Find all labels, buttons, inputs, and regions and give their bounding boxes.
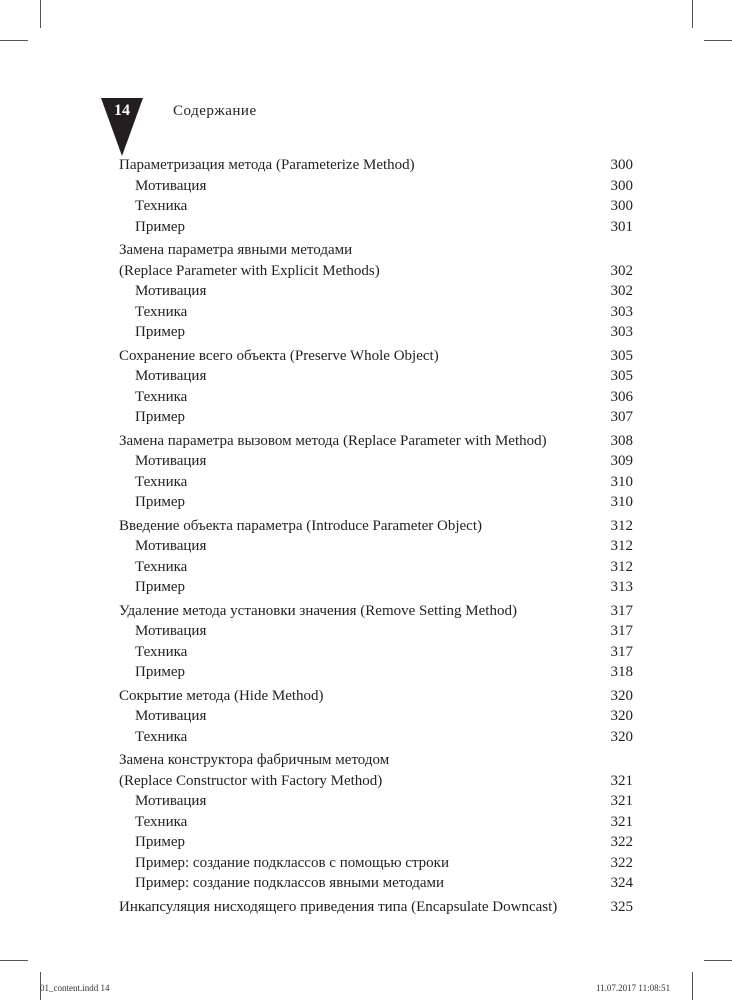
toc-line <box>119 536 633 557</box>
toc-line <box>119 853 633 874</box>
toc-line <box>119 727 633 748</box>
toc-line <box>119 261 633 282</box>
toc-title: Инкапсуляция нисходящего приведения типа (Encapsulate Downcast) <box>119 898 558 915</box>
toc-title: Пример <box>135 579 186 595</box>
toc-title: Пример <box>135 834 186 850</box>
toc-line <box>119 516 633 537</box>
toc-title: (Replace Parameter with Explicit Methods) <box>119 262 380 279</box>
toc-page-number: 321 <box>610 772 633 789</box>
toc-subsection <box>119 322 633 343</box>
toc-line <box>119 621 633 642</box>
toc-page-number: 310 <box>610 494 633 510</box>
page-number: 14 <box>114 102 130 119</box>
crop-mark <box>40 0 41 28</box>
toc-page-number: 306 <box>610 388 633 405</box>
toc-page-number: 305 <box>610 347 633 364</box>
toc-subsection <box>119 217 633 238</box>
toc-title: Пример <box>135 324 186 340</box>
toc-section <box>119 516 633 537</box>
toc-title: Пример: создание подклассов с помощью строки <box>135 854 449 871</box>
toc-subsection <box>119 642 633 663</box>
file-slug: 01_content.indd 14 <box>40 983 110 993</box>
toc-page-number: 320 <box>610 728 633 745</box>
toc-subsection <box>119 557 633 578</box>
toc-line <box>119 897 633 918</box>
running-title: Содержание <box>173 103 257 119</box>
toc-subsection <box>119 873 633 894</box>
toc-title: Сокрытие метода (Hide Method) <box>119 687 324 704</box>
toc-subsection <box>119 621 633 642</box>
toc-subsection <box>119 791 633 812</box>
toc-page-number: 312 <box>610 558 633 575</box>
toc-page-number: 308 <box>610 432 633 449</box>
toc-page-number: 322 <box>610 854 633 871</box>
toc-subsection <box>119 451 633 472</box>
toc-line <box>119 492 633 513</box>
toc-subsection <box>119 853 633 874</box>
toc-section <box>119 240 633 281</box>
toc-title: Пример <box>135 494 186 510</box>
toc-title: Параметризация метода (Parameterize Method) <box>119 157 415 173</box>
toc-line <box>119 750 633 771</box>
toc-title: Сохранение всего объекта (Preserve Whole Object) <box>119 347 439 364</box>
toc-title: Замена конструктора фабричным методом <box>119 752 390 768</box>
toc-page-number: 313 <box>610 579 633 595</box>
toc-title: Техника <box>135 813 188 830</box>
toc-section <box>119 686 633 707</box>
toc-subsection <box>119 662 633 683</box>
crop-mark <box>704 960 732 961</box>
toc-line <box>119 407 633 428</box>
crop-mark <box>0 40 28 41</box>
toc-title: Удаление метода установки значения (Remove Setting Method) <box>119 602 517 619</box>
toc-title: Пример <box>135 218 186 235</box>
toc-line <box>119 642 633 663</box>
toc-title: Техника <box>135 643 188 660</box>
toc-title: Мотивация <box>135 453 207 469</box>
toc-title: Техника <box>135 303 188 320</box>
toc-page-number: 302 <box>610 262 633 279</box>
toc-title: Замена параметра вызовом метода (Replace Parameter with Method) <box>119 432 547 449</box>
toc-subsection <box>119 706 633 727</box>
crop-mark <box>0 960 28 961</box>
toc-subsection <box>119 366 633 387</box>
toc-title: Техника <box>135 198 188 214</box>
toc-page-number: 312 <box>610 538 633 554</box>
toc-title: Мотивация <box>135 283 207 299</box>
toc-page-number: 309 <box>610 453 633 469</box>
toc-page-number: 317 <box>610 643 633 660</box>
toc-subsection <box>119 492 633 513</box>
table-of-contents <box>119 155 633 917</box>
toc-line <box>119 832 633 853</box>
toc-title: Замена параметра явными методами <box>119 242 353 258</box>
toc-page-number: 321 <box>610 793 633 809</box>
toc-line <box>119 791 633 812</box>
toc-page-number: 320 <box>610 687 633 704</box>
toc-page-number: 321 <box>610 813 633 830</box>
toc-section <box>119 431 633 452</box>
toc-section <box>119 155 633 176</box>
toc-line <box>119 155 633 176</box>
toc-line <box>119 557 633 578</box>
toc-title: (Replace Constructor with Factory Method) <box>119 772 383 789</box>
toc-title: Техника <box>135 388 188 405</box>
toc-page-number: 300 <box>610 157 633 173</box>
toc-title: Техника <box>135 558 188 575</box>
toc-section <box>119 346 633 367</box>
toc-page-number: 312 <box>610 517 633 534</box>
toc-page-number: 305 <box>610 368 633 384</box>
toc-subsection <box>119 196 633 217</box>
toc-page-number: 317 <box>610 602 633 619</box>
toc-page-number: 322 <box>610 834 633 850</box>
toc-subsection <box>119 727 633 748</box>
toc-title: Введение объекта параметра (Introduce Parameter Object) <box>119 517 483 534</box>
toc-subsection <box>119 302 633 323</box>
toc-page-number: 317 <box>610 623 633 639</box>
toc-line <box>119 281 633 302</box>
toc-subsection <box>119 387 633 408</box>
toc-title: Пример <box>135 409 186 425</box>
crop-mark <box>692 972 693 1000</box>
toc-title: Техника <box>135 473 188 490</box>
toc-page-number: 307 <box>610 409 633 425</box>
toc-line <box>119 451 633 472</box>
toc-line <box>119 196 633 217</box>
toc-line <box>119 706 633 727</box>
toc-page-number: 303 <box>610 324 633 340</box>
print-timestamp: 11.07.2017 11:08:51 <box>596 983 671 993</box>
toc-line <box>119 366 633 387</box>
toc-subsection <box>119 832 633 853</box>
crop-mark <box>692 0 693 28</box>
toc-page-number: 303 <box>610 303 633 320</box>
toc-line <box>119 176 633 197</box>
toc-line <box>119 322 633 343</box>
toc-page-number: 318 <box>610 664 633 680</box>
toc-section <box>119 750 633 791</box>
toc-page-number: 301 <box>610 218 633 235</box>
toc-subsection <box>119 407 633 428</box>
toc-subsection <box>119 176 633 197</box>
toc-title: Пример: создание подклассов явными методами <box>135 875 445 891</box>
toc-page-number: 310 <box>610 473 633 490</box>
toc-line <box>119 302 633 323</box>
toc-line <box>119 873 633 894</box>
toc-line <box>119 686 633 707</box>
toc-title: Мотивация <box>135 793 207 809</box>
toc-section <box>119 601 633 622</box>
toc-title: Техника <box>135 728 188 745</box>
toc-page-number: 325 <box>610 898 633 915</box>
toc-line <box>119 217 633 238</box>
toc-section <box>119 897 633 918</box>
toc-line <box>119 346 633 367</box>
toc-line <box>119 240 633 261</box>
toc-line <box>119 431 633 452</box>
toc-title: Мотивация <box>135 368 207 384</box>
crop-mark <box>704 40 732 41</box>
toc-page-number: 300 <box>610 177 633 194</box>
toc-line <box>119 472 633 493</box>
toc-page-number: 324 <box>610 875 633 891</box>
toc-subsection <box>119 812 633 833</box>
toc-line <box>119 812 633 833</box>
toc-line <box>119 771 633 792</box>
toc-line <box>119 662 633 683</box>
toc-subsection <box>119 472 633 493</box>
toc-subsection <box>119 536 633 557</box>
toc-line <box>119 601 633 622</box>
toc-line <box>119 387 633 408</box>
toc-title: Мотивация <box>135 623 207 639</box>
toc-title: Мотивация <box>135 177 207 194</box>
toc-page-number: 300 <box>610 198 633 214</box>
toc-title: Мотивация <box>135 708 207 724</box>
toc-subsection <box>119 281 633 302</box>
toc-title: Пример <box>135 664 186 680</box>
toc-page-number: 320 <box>610 708 633 724</box>
toc-line <box>119 577 633 598</box>
toc-subsection <box>119 577 633 598</box>
toc-page-number: 302 <box>610 283 633 299</box>
toc-title: Мотивация <box>135 538 207 554</box>
